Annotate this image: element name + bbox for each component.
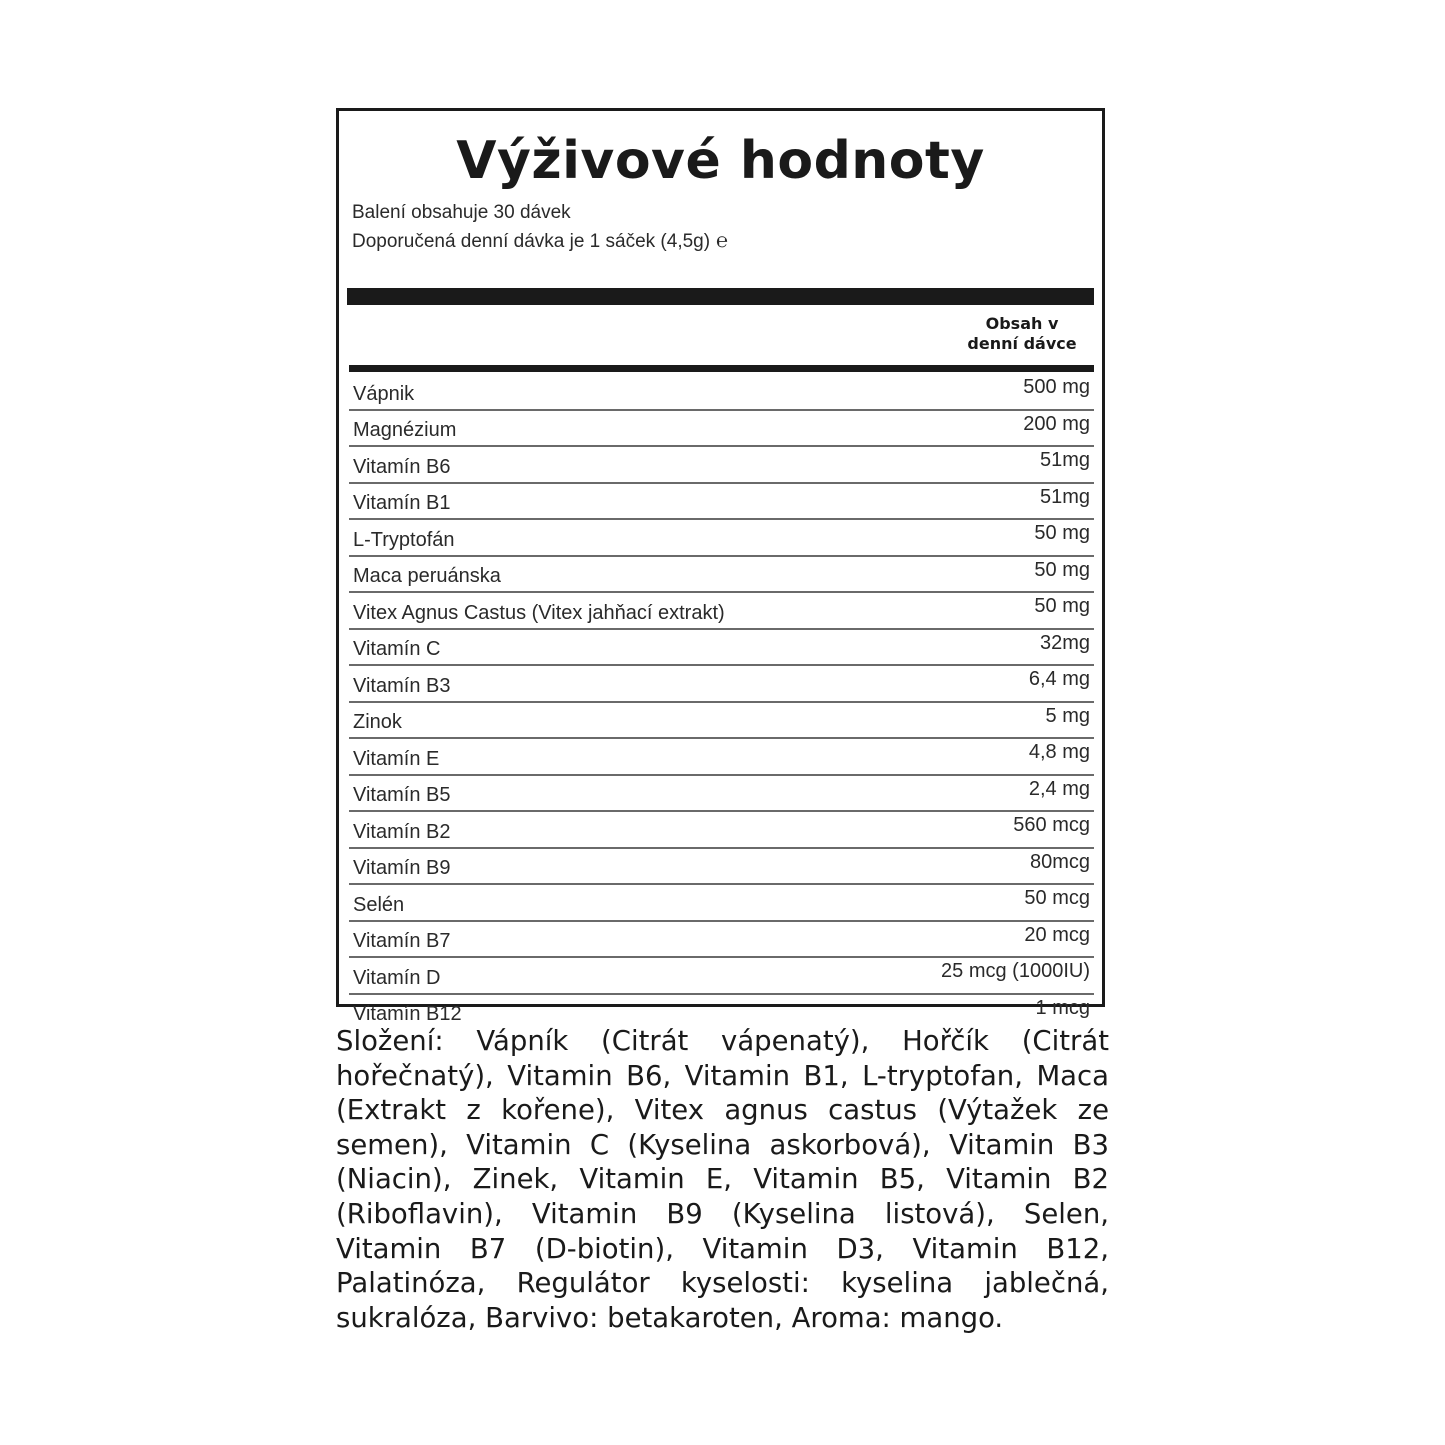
composition-text: Složení: Vápník (Citrát vápenatý), Hořčík (Citrát hořečnatý), Vitamin B6, Vitamin B1, L-tryptofan, Maca (Extrakt z kořene), Vitex agnus castus (Výtažek ze semen), Vitamin C (Kyselina askorbová), Vitamin B3 (Niacin), Zinek, Vitamin E, Vitamin B5, Vitamin B2 (Riboflavin), Vitamin B9 (Kyselina listová), Selen, Vitamin B7 (D-biotin), Vitamin D3, Vitamin B12, Palatinóza, Regulátor kyselosti: kyselina jablečná, sukralóza, Barvivo: betakaroten, Aroma: mango. (336, 1025, 1109, 1334)
table-row (349, 812, 1094, 849)
nutrient-name: Vitamín B9 (353, 857, 451, 879)
column-header-line1: Obsah v (985, 314, 1059, 333)
nutrient-name: Selén (353, 893, 405, 916)
nutrient-amount: 32mg (1039, 631, 1090, 654)
nutrient-amount: 5 mg (1045, 704, 1090, 727)
package-info: Balení obsahuje 30 dávek (352, 202, 571, 223)
header-divider-thick (347, 288, 1094, 305)
nutrient-name: Magnézium (353, 419, 457, 441)
nutrient-name: Vitamín B5 (353, 784, 451, 806)
nutrient-amount: 25 mcg (1000IU) (941, 960, 1090, 982)
nutrient-amount: 50 mg (1034, 522, 1090, 544)
nutrient-name: Vitamín E (353, 747, 440, 770)
nutrient-name: Vitamín B3 (353, 674, 451, 697)
nutrient-amount: 51mg (1039, 449, 1090, 471)
table-row (349, 484, 1094, 521)
nutrient-table (349, 374, 1094, 1029)
table-row (349, 703, 1094, 740)
nutrient-name: Vitamín B7 (353, 930, 451, 952)
nutrient-amount: 51mg (1039, 485, 1090, 508)
label-title: Výživové hodnoty (456, 131, 985, 191)
table-row (349, 557, 1094, 594)
dose-text: Doporučená denní dávka je 1 sáček (4,5g) (352, 231, 711, 252)
nutrient-amount: 50 mg (1034, 595, 1090, 617)
nutrient-name: Vitamín B6 (353, 455, 451, 478)
table-row (349, 922, 1094, 959)
table-row (349, 593, 1094, 630)
nutrient-amount: 50 mcg (1024, 887, 1090, 909)
nutrient-name: Vitamín D (353, 966, 441, 989)
nutrient-name: Vápnik (353, 382, 415, 405)
table-row (349, 739, 1094, 776)
nutrition-label (336, 108, 1105, 1025)
table-row (349, 447, 1094, 484)
nutrient-amount: 20 mcg (1024, 923, 1090, 946)
nutrient-amount: 2,4 mg (1028, 777, 1090, 800)
table-row (349, 776, 1094, 813)
nutrient-amount: 500 mg (1023, 376, 1090, 398)
table-row (349, 411, 1094, 448)
table-row (349, 520, 1094, 557)
nutrient-amount: 200 mg (1023, 412, 1090, 435)
nutrient-name: Maca peruánska (353, 565, 501, 587)
nutrient-name: Vitamín B1 (353, 492, 451, 514)
nutrient-amount: 6,4 mg (1028, 668, 1090, 690)
estimated-sign-icon: ℮ (716, 228, 729, 252)
nutrient-amount: 80mcg (1029, 850, 1090, 873)
table-row (349, 666, 1094, 703)
table-row (349, 958, 1094, 995)
header-divider (349, 365, 1094, 372)
nutrient-name: L-Tryptofán (353, 528, 455, 551)
table-row (349, 374, 1094, 411)
nutrient-name: Vitex Agnus Castus (Vitex jahňací extrakt) (353, 601, 725, 624)
nutrient-name: Zinok (353, 711, 402, 733)
nutrient-name: Vitamín B12 (353, 1003, 462, 1025)
nutrient-amount: 560 mcg (1013, 814, 1090, 836)
table-row (349, 630, 1094, 667)
table-row (349, 885, 1094, 922)
nutrient-name: Vitamín C (353, 638, 441, 660)
nutrient-amount: 4,8 mg (1028, 741, 1090, 763)
column-header (952, 314, 1092, 354)
dose-info (352, 228, 728, 253)
table-row (349, 849, 1094, 886)
nutrient-amount: 1 mcg (1035, 996, 1090, 1019)
nutrient-amount: 50 mg (1034, 558, 1090, 581)
nutrient-name: Vitamín B2 (353, 820, 451, 843)
column-header-line2: denní dávce (967, 334, 1077, 353)
